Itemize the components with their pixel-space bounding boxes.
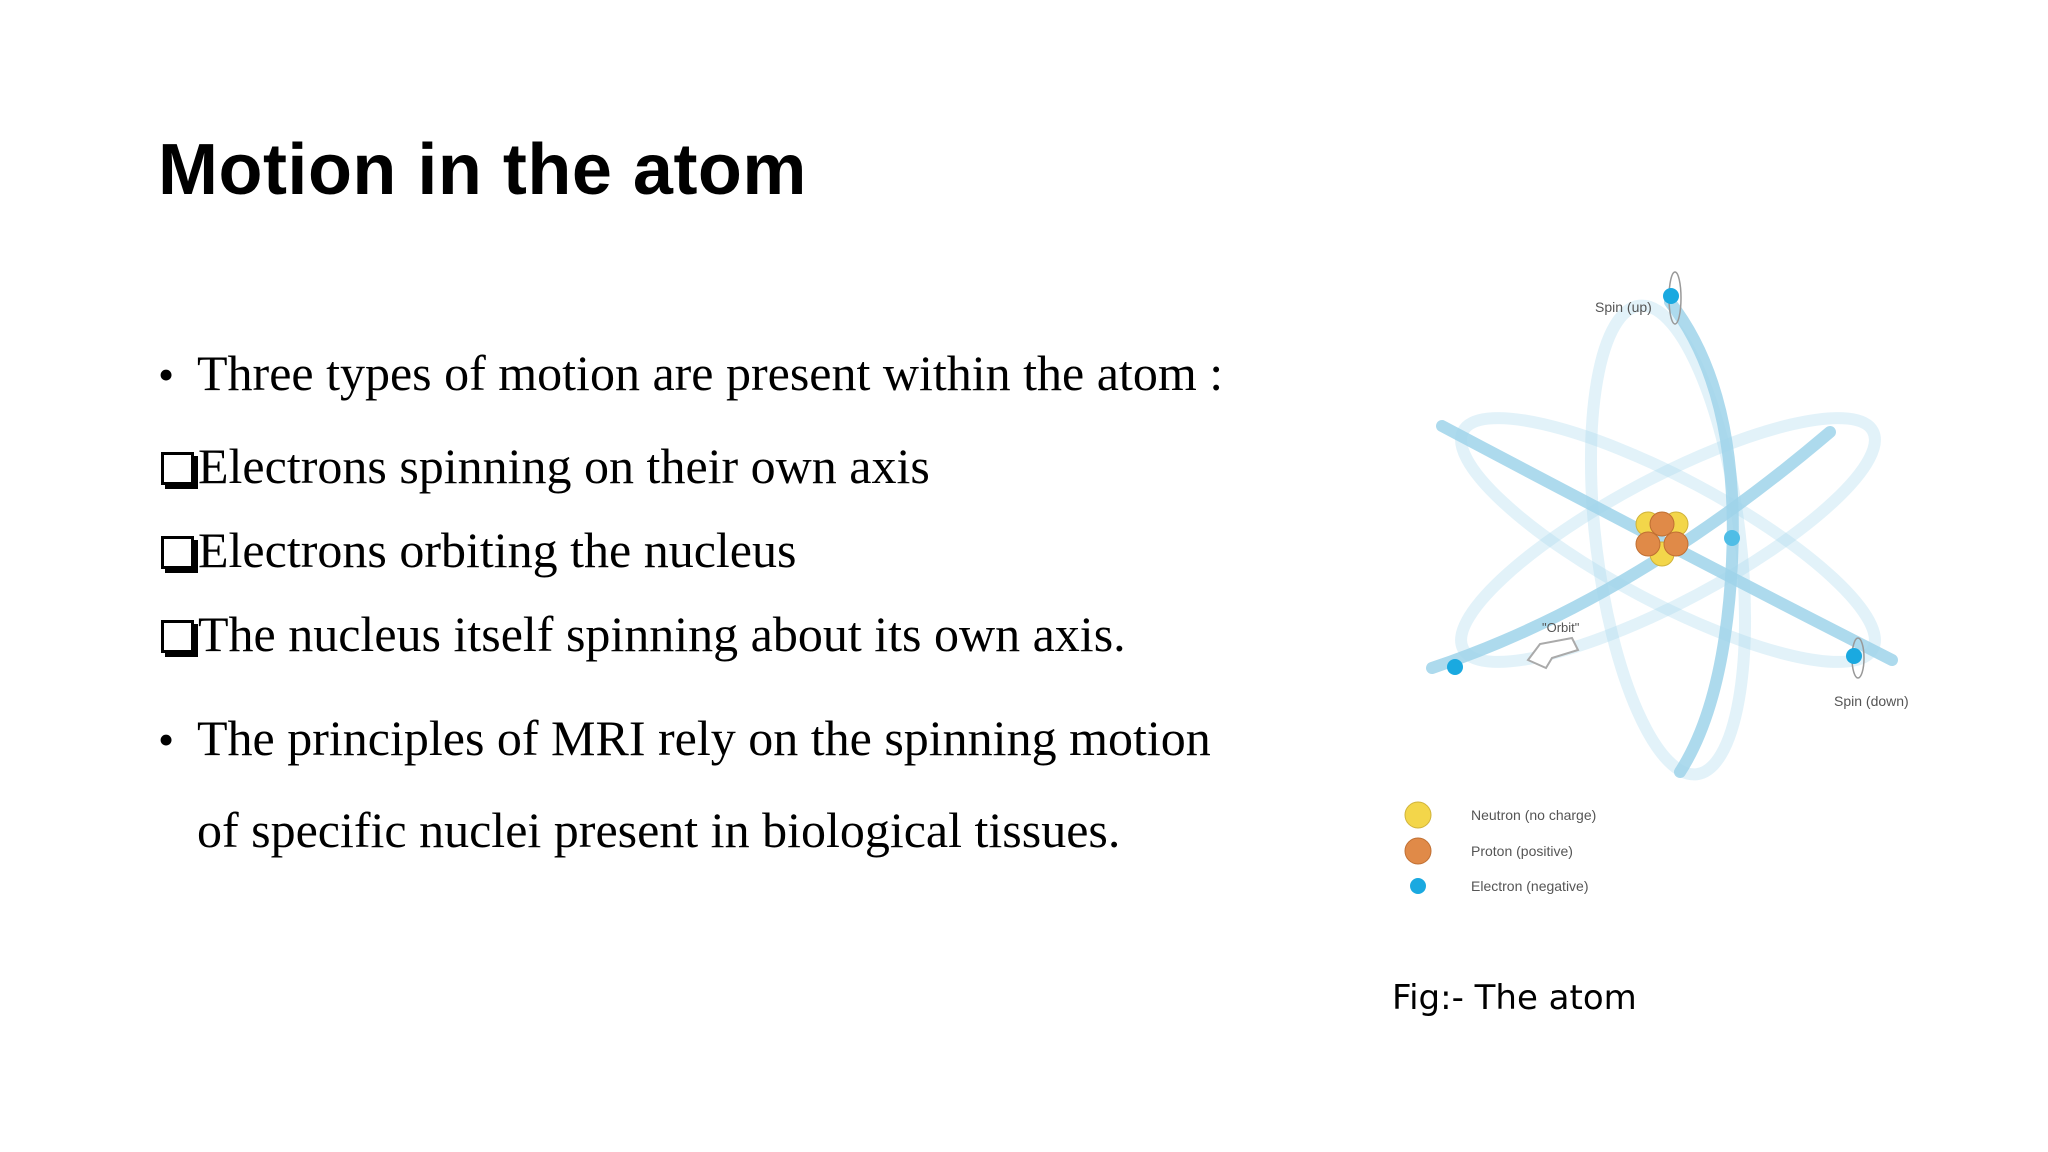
legend-proton-swatch [1405, 838, 1431, 864]
spin-up-label: Spin (up) [1595, 299, 1652, 315]
legend-proton-label: Proton (positive) [1471, 843, 1573, 859]
spin-down-label: Spin (down) [1834, 693, 1909, 709]
orbit-arrow-icon [1528, 638, 1578, 668]
electron [1724, 530, 1740, 546]
sub-item-3 [161, 604, 1126, 664]
atom-diagram [1380, 262, 1909, 902]
electron [1846, 648, 1862, 664]
electron [1663, 288, 1679, 304]
orbit-label: "Orbit" [1542, 620, 1580, 635]
slide-title: Motion in the atom [158, 130, 807, 210]
bullet-marker: • [158, 714, 175, 765]
legend-neutron-label: Neutron (no charge) [1471, 807, 1597, 823]
proton [1650, 512, 1674, 536]
figure-caption: Fig:- The atom [1392, 978, 1637, 1018]
bullet-text-2-cont: of specific nuclei present in biological tissues. [197, 802, 1121, 858]
sub-item-2 [161, 520, 796, 580]
checkbox-icon [161, 620, 194, 653]
checkbox-icon [161, 452, 194, 485]
electron [1447, 659, 1463, 675]
bullet-text-1: Three types of motion are present within the atom : [197, 345, 1224, 401]
proton [1664, 532, 1688, 556]
legend-neutron-swatch [1405, 802, 1431, 828]
sub-item-text: Electrons spinning on their own axis [198, 438, 930, 494]
bullet-text-2: The principles of MRI rely on the spinning motion [197, 710, 1211, 766]
sub-item-text: The nucleus itself spinning about its own axis. [198, 606, 1126, 662]
checkbox-icon [161, 536, 194, 569]
legend-electron-swatch [1410, 878, 1426, 894]
sub-item-text: Electrons orbiting the nucleus [198, 522, 797, 578]
proton [1636, 532, 1660, 556]
sub-item-1 [161, 436, 930, 496]
legend-electron-label: Electron (negative) [1471, 878, 1589, 894]
bullet-marker: • [158, 349, 175, 400]
